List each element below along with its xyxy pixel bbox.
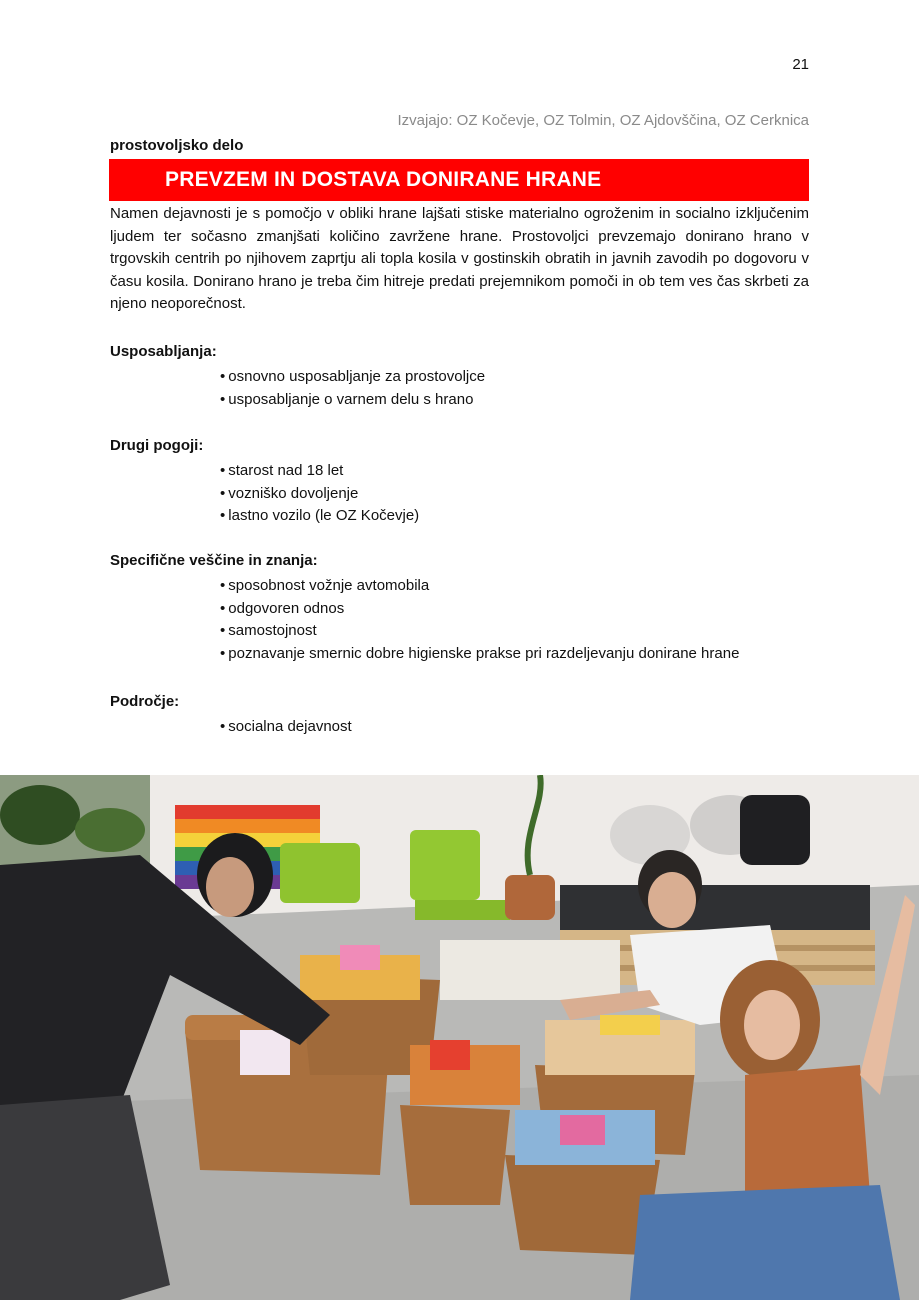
list-item: • vozniško dovoljenje (220, 483, 810, 506)
section-heading: Področje: (110, 693, 180, 710)
section-training (110, 342, 810, 411)
list-item: • sposobnost vožnje avtomobila (220, 575, 810, 598)
section-area (110, 692, 810, 739)
description-paragraph: Namen dejavnosti je s pomočjo v obliki hrane lajšati stiske materialno ogroženim in socialno izključenim ljudem ter sočasno zmanjšati količino zavržene hrane. Prostovoljci prevzemajo donirano hrano v trgovskih centrih po njihovem zaprtju ali topla kosila v gostinskih obratih in javnih zavodih po dogovoru v času kosila. Donirano hrano je treba čim hitreje predati prejemnikom pomoči in ob tem ves čas skrbeti za njeno neoporečnost. (110, 205, 809, 313)
section-heading: Specifične veščine in znanja: (110, 552, 318, 569)
section-heading: Usposabljanja: (110, 343, 217, 360)
section-conditions (110, 436, 810, 528)
list-item: • usposabljanje o varnem delu s hrano (220, 389, 810, 412)
volunteers-photo (0, 775, 919, 1300)
page-title: PREVZEM IN DOSTAVA DONIRANE HRANE (165, 168, 602, 191)
list-item: • socialna dejavnost (220, 716, 810, 739)
category-label: prostovoljsko delo (110, 137, 244, 154)
list-item: • osnovno usposabljanje za prostovoljce (220, 366, 810, 389)
section-heading: Drugi pogoji: (110, 437, 204, 454)
bullet-list (110, 460, 810, 528)
page-number: 21 (792, 56, 809, 73)
bullet-list (110, 366, 810, 411)
bullet-list (110, 575, 810, 665)
list-item: • poznavanje smernic dobre higienske prakse pri razdeljevanju donirane hrane (220, 643, 810, 666)
list-item: • samostojnost (220, 620, 810, 643)
list-item: • starost nad 18 let (220, 460, 810, 483)
section-skills (110, 551, 810, 665)
providers-line: Izvajajo: OZ Kočevje, OZ Tolmin, OZ Ajdovščina, OZ Cerknica (397, 112, 809, 129)
list-item: • lastno vozilo (le OZ Kočevje) (220, 505, 810, 528)
bullet-list (110, 716, 810, 739)
title-banner (109, 159, 809, 201)
list-item: • odgovoren odnos (220, 598, 810, 621)
